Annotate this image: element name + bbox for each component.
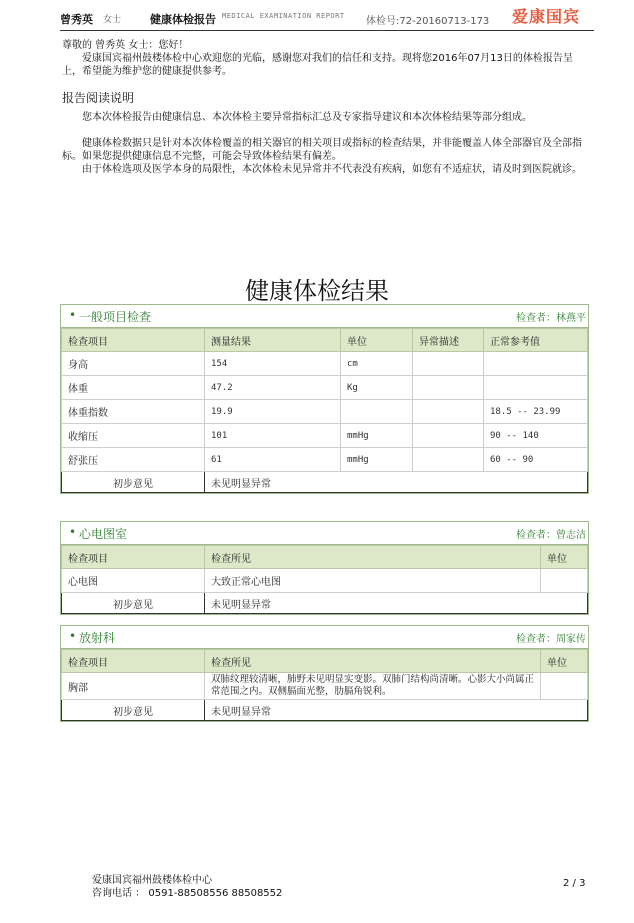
item-reference [484, 352, 588, 376]
table-row [62, 400, 588, 424]
footer-phone: 咨询电话 ： 0591-88508556 88508552 [92, 888, 283, 899]
column-header: 单位 [541, 546, 588, 569]
checker-name: 检查者：周家传 [516, 634, 586, 645]
page-header [60, 0, 594, 31]
column-header: 正常参考值 [484, 329, 588, 352]
item-name: 舒张压 [62, 448, 205, 472]
exam-id: 体检号:72-20160713-173 [366, 16, 490, 27]
section-general [60, 304, 589, 494]
item-name: 体重指数 [62, 400, 205, 424]
section-header [61, 626, 588, 649]
table-header-row [62, 329, 588, 352]
summary-row [62, 593, 588, 614]
column-header: 异常描述 [413, 329, 484, 352]
item-abnormal [413, 400, 484, 424]
table-header-row [62, 650, 588, 673]
item-abnormal [413, 424, 484, 448]
table-row [62, 424, 588, 448]
summary-row [62, 472, 588, 493]
general-table [61, 328, 588, 493]
item-abnormal [413, 376, 484, 400]
section-header [61, 522, 588, 545]
summary-label: 初步意见 [62, 700, 205, 721]
item-result: 19.9 [205, 400, 341, 424]
column-header: 检查项目 [62, 650, 205, 673]
radiology-table [61, 649, 588, 721]
patient-gender: 女士 [103, 15, 122, 25]
column-header: 检查项目 [62, 546, 205, 569]
table-row [62, 673, 588, 700]
table-header-row [62, 546, 588, 569]
ecg-table [61, 545, 588, 614]
summary-value: 未见明显异常 [205, 700, 588, 721]
section-radiology [60, 625, 589, 722]
item-result: 154 [205, 352, 341, 376]
item-abnormal [413, 352, 484, 376]
item-reference [484, 376, 588, 400]
column-header: 单位 [541, 650, 588, 673]
item-unit: cm [341, 352, 413, 376]
item-unit: Kg [341, 376, 413, 400]
section-title: 放射科 [79, 631, 116, 645]
summary-value: 未见明显异常 [205, 472, 588, 493]
section-header [61, 305, 588, 328]
item-name: 收缩压 [62, 424, 205, 448]
item-finding: 双肺纹理较清晰，肺野未见明显实变影。双肺门结构尚清晰。心影大小尚属正常范围之内。双侧膈面光整，肋膈角锐利。 [205, 673, 541, 700]
checker-name: 检查者：曾志洁 [516, 530, 586, 541]
result-title: 健康体检结果 [245, 277, 389, 305]
bullet-icon: • [69, 525, 77, 539]
item-finding: 大致正常心电图 [205, 569, 541, 593]
item-unit [541, 673, 588, 700]
report-title-en: MEDICAL EXAMINATION REPORT [222, 12, 345, 20]
table-row [62, 448, 588, 472]
section-title: 心电图室 [79, 527, 128, 541]
report-title: 健康体检报告 [150, 13, 216, 26]
section-ecg [60, 521, 589, 615]
column-header: 检查所见 [205, 650, 541, 673]
item-unit [541, 569, 588, 593]
table-row [62, 376, 588, 400]
summary-row [62, 700, 588, 721]
item-result: 47.2 [205, 376, 341, 400]
item-reference: 18.5 -- 23.99 [484, 400, 588, 424]
guide-paragraph-1: 您本次体检报告由健康信息、本次体检主要异常指标汇总及专家指导建议和本次体检结果等部分组成。 [82, 112, 532, 123]
table-row [62, 569, 588, 593]
column-header: 测量结果 [205, 329, 341, 352]
brand-logo: 爱康国宾 [512, 7, 581, 26]
item-reference: 90 -- 140 [484, 424, 588, 448]
item-result: 61 [205, 448, 341, 472]
item-name: 身高 [62, 352, 205, 376]
item-abnormal [413, 448, 484, 472]
item-reference: 60 -- 90 [484, 448, 588, 472]
guide-title: 报告阅读说明 [62, 91, 135, 105]
checker-name: 检查者：林燕平 [516, 313, 586, 324]
item-unit: mmHg [341, 448, 413, 472]
item-unit: mmHg [341, 424, 413, 448]
section-title: 一般项目检查 [79, 310, 152, 324]
item-name: 胸部 [62, 673, 205, 700]
column-header: 检查项目 [62, 329, 205, 352]
column-header: 检查所见 [205, 546, 541, 569]
welcome-text: 爱康国宾福州鼓楼体检中心欢迎您的光临，感谢您对我们的信任和支持。现将您2016年07月13日的体检报告呈上，希望能为维护您的健康提供参考。 [62, 53, 573, 77]
item-result: 101 [205, 424, 341, 448]
footer-center-name: 爱康国宾福州鼓楼体检中心 [92, 875, 212, 886]
item-name: 心电图 [62, 569, 205, 593]
table-row [62, 352, 588, 376]
patient-name: 曾秀英 [60, 13, 93, 26]
column-header: 单位 [341, 329, 413, 352]
summary-label: 初步意见 [62, 593, 205, 614]
summary-value: 未见明显异常 [205, 593, 588, 614]
greeting: 尊敬的 曾秀英 女士：您好！ [62, 40, 189, 51]
item-name: 体重 [62, 376, 205, 400]
guide-paragraph-2: 健康体检数据只是针对本次体检覆盖的相关器官的相关项目或指标的检查结果，并非能覆盖人体全部器官及全部指标。如果您提供健康信息不完整，可能会导致体检结果有偏差。 [62, 138, 582, 162]
page-number: 2 / 3 [563, 878, 586, 889]
summary-label: 初步意见 [62, 472, 205, 493]
bullet-icon: • [69, 629, 77, 643]
item-unit [341, 400, 413, 424]
bullet-icon: • [69, 308, 77, 322]
guide-paragraph-3: 由于体检选项及医学本身的局限性，本次体检未见异常并不代表没有疾病，如您有不适症状，请及时到医院就诊。 [82, 164, 582, 175]
